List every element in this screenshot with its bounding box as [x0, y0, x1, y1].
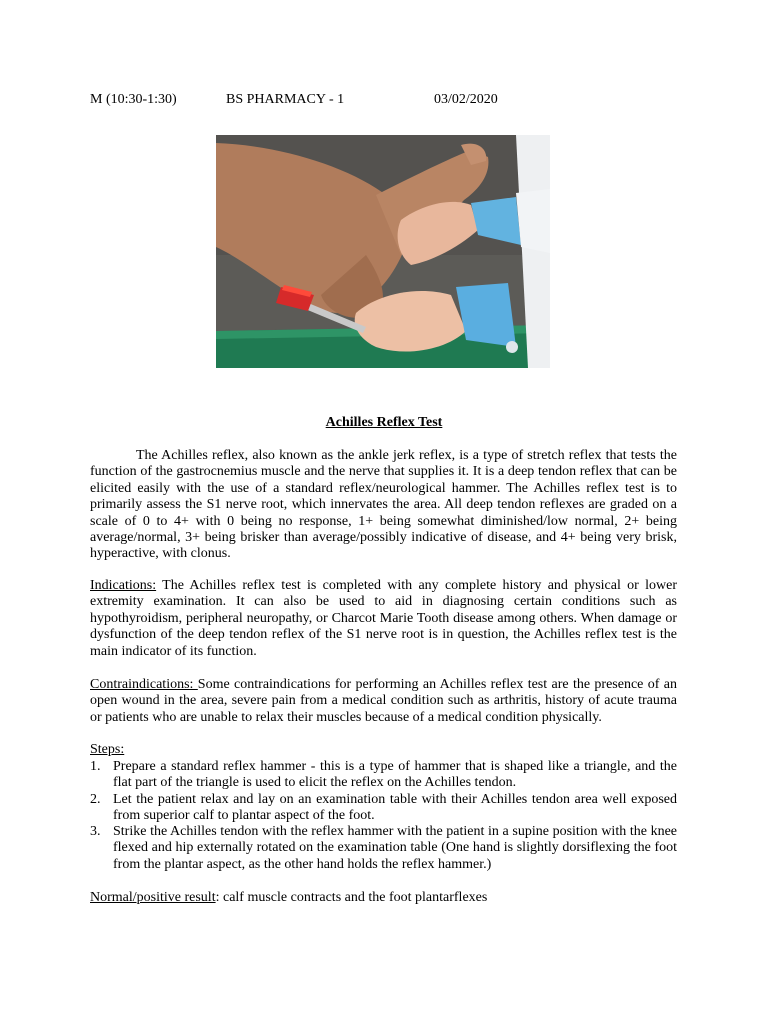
- document-title: Achilles Reflex Test: [325, 415, 443, 430]
- step-number: 3.: [90, 824, 101, 839]
- result-label: Normal/positive result: [90, 890, 216, 905]
- step-number: 2.: [90, 792, 101, 807]
- contraindications-paragraph: [90, 677, 677, 726]
- class-schedule: M (10:30-1:30): [90, 92, 177, 107]
- result-paragraph: [90, 890, 677, 906]
- document-date: 03/02/2020: [434, 92, 498, 107]
- step-item: [90, 759, 677, 792]
- achilles-reflex-photo: [216, 135, 550, 368]
- steps-heading: [90, 742, 677, 758]
- indications-label: Indications:: [90, 578, 157, 593]
- step-text: Strike the Achilles tendon with the reflex hammer with the patient in a supine position with the knee flexed and hip externally rotated on the examination table (One hand is slightly dorsiflexing the foot from the plantar aspect, as the other hand holds the reflex hammer.): [113, 824, 677, 872]
- reflex-test-illustration: [216, 135, 550, 368]
- course-name: BS PHARMACY - 1: [226, 92, 345, 107]
- document-header: [90, 92, 690, 110]
- step-text: Prepare a standard reflex hammer - this is a type of hammer that is shaped like a triangle, and the flat part of the triangle is used to elicit the reflex on the Achilles tendon.: [113, 759, 677, 791]
- contraindications-text: Some contraindications for performing an Achilles reflex test are the presence of an open wound in the area, severe pain from a medical condition such as arthritis, history of acute trauma or patients who are unable to relax their muscles because of a medical condition physically.: [90, 677, 677, 725]
- indications-text: The Achilles reflex test is completed with any complete history and physical or lower extremity examination. It can also be used to aid in diagnosing certain conditions such as hypothyroidism, peripheral neuropathy, or Charcot Marie Tooth disease among others. When damage or dysfunction of the deep tendon reflex of the S1 nerve root is in question, the Achilles reflex test is the main indicator of its function.: [90, 578, 677, 659]
- intro-paragraph: The Achilles reflex, also known as the ankle jerk reflex, is a type of stretch reflex that tests the function of the gastrocnemius muscle and the nerve that supplies it. It is a deep tendon reflex that can be elicited easily with the use of a standard reflex/neurological hammer. The Achilles reflex test is to primarily assess the S1 nerve root, which innervates the area. All deep tendon reflexes are graded on a scale of 0 to 4+ with 0 being no response, 1+ being somewhat diminished/low normal, 2+ being average/normal, 3+ being brisker than average/possibly indicative of disease, and 4+ being very brisk, hyperactive, with clonus.: [90, 448, 677, 562]
- indications-paragraph: [90, 578, 677, 660]
- steps-label: Steps:: [90, 742, 125, 757]
- step-item: [90, 792, 677, 825]
- step-text: Let the patient relax and lay on an examination table with their Achilles tendon area well exposed from superior calf to plantar aspect of the foot.: [113, 792, 677, 824]
- contraindications-label: Contraindications:: [90, 677, 198, 692]
- step-item: [90, 824, 677, 873]
- result-text: : calf muscle contracts and the foot plantarflexes: [215, 890, 488, 905]
- step-number: 1.: [90, 759, 101, 774]
